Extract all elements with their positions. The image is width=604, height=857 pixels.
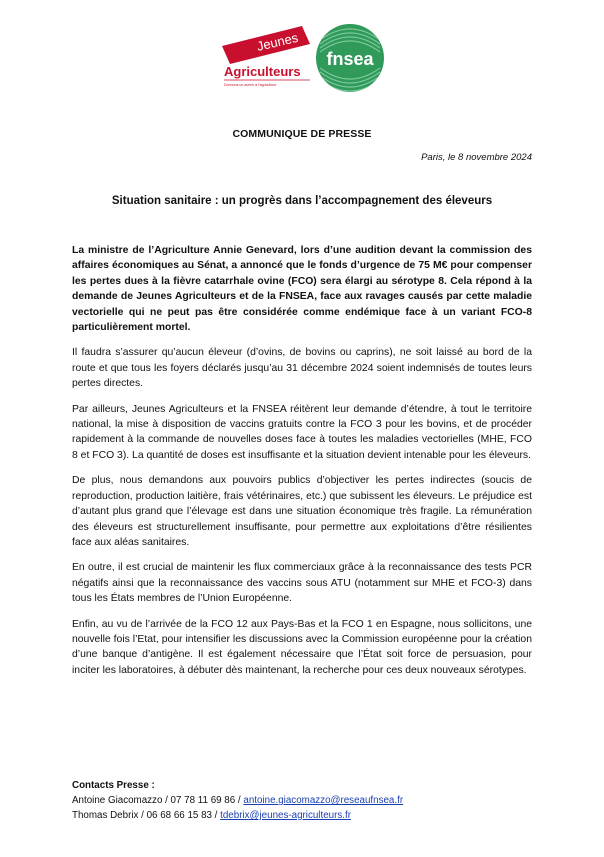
fnsea-logo	[314, 22, 386, 94]
contact-line	[72, 808, 403, 823]
ja-logo-tagline: Donnons un avenir à l'agriculture	[224, 83, 277, 87]
paragraph-vaccins: Par ailleurs, Jeunes Agriculteurs et la FNSEA réitèrent leur demande d’étendre, à tout le territoire national, la mise à disposition de vaccins gratuits contre la FCO 3 pour les bovins, et de procéder rapidement à la commande de nouvelles doses face à toutes les maladies vectorielles (MHE, FCO 8 et FCO 3). La quantité de doses est insuffisante et la situation devient intenable pour les éleveurs.	[72, 403, 532, 461]
press-release-headline: Situation sanitaire : un progrès dans l’accompagnement des éleveurs	[111, 195, 493, 207]
press-contacts	[72, 778, 403, 823]
document-type-title: COMMUNIQUE DE PRESSE	[232, 128, 372, 140]
paragraph-flux-commerciaux: En outre, il est crucial de maintenir les flux commerciaux grâce à la reconnaissance des tests PCR négatifs ainsi que la reconnaissance des vaccins sous ATU (notamment sur MHE et FCO-3) dans tous les États membres de l’Union Européenne.	[72, 562, 532, 605]
paragraph-pertes-indirectes: De plus, nous demandons aux pouvoirs publics d’objectiver les pertes indirectes (soucis de reproduction, production laitière, frais vétérinaires, etc.) que subissent les éleveurs. Le préjudice est d’autant plus grand que l’élevage est dans une situation économique très fragile. La rémunération des éleveurs est structurellement insuffisante, pour permettre aux exploitations d’être résilientes face aux aléas sanitaires.	[72, 475, 532, 548]
dateline: Paris, le 8 novembre 2024	[421, 152, 532, 163]
logo-bar	[0, 22, 604, 102]
contact-details: Antoine Giacomazzo / 07 78 11 69 86 /	[72, 795, 244, 806]
contact-email-link[interactable]: tdebrix@jeunes-agriculteurs.fr	[220, 810, 351, 821]
lead-paragraph: La ministre de l’Agriculture Annie Genevard, lors d’une audition devant la commission des affaires économiques au Sénat, a annoncé que le fonds d’urgence de 75 M€ pour compenser les pertes dues à la fièvre catarrhale ovine (FCO) sera élargi au sérotype 8. Cela répond à la demande de Jeunes Agriculteurs et de la FNSEA, face aux ravages causés par cette maladie vectorielle qui ne peut pas être considérée comme endémique face à un variant FCO-8 particulièrement mortel.	[72, 245, 532, 334]
ja-logo-word-1: Jeunes	[255, 29, 300, 54]
paragraph-indemnisation: Il faudra s’assurer qu’aucun éleveur (d’ovins, de bovins ou caprins), ne soit laissé au bord de la route et que tous les foyers déclarés jusqu’au 31 décembre 2024 soient indemnisés de toutes leurs pertes directes.	[72, 347, 532, 390]
ja-logo-word-2: Agriculteurs	[224, 64, 301, 79]
contacts-title: Contacts Presse :	[72, 780, 155, 791]
contact-line	[72, 793, 403, 808]
paragraph-nouveaux-serotypes: Enfin, au vu de l’arrivée de la FCO 12 aux Pays-Bas et la FCO 1 en Espagne, nous sollicitons, une nouvelle fois l’Etat, pour intensifier les discussions avec la Commission européenne pour la création d’une banque d’antigène. Il est également nécessaire que l’État soit force de persuasion, pour inciter les laboratoires, à débuter dès maintenant, la recherche pour ces deux nouveaux sérotypes.	[72, 618, 532, 676]
body-text	[72, 243, 532, 688]
contact-email-link[interactable]: antoine.giacomazzo@reseaufnsea.fr	[243, 795, 404, 806]
contact-details: Thomas Debrix / 06 68 66 15 83 /	[72, 810, 218, 821]
jeunes-agriculteurs-logo	[218, 24, 318, 90]
fnsea-logo-word: fnsea	[326, 49, 374, 69]
